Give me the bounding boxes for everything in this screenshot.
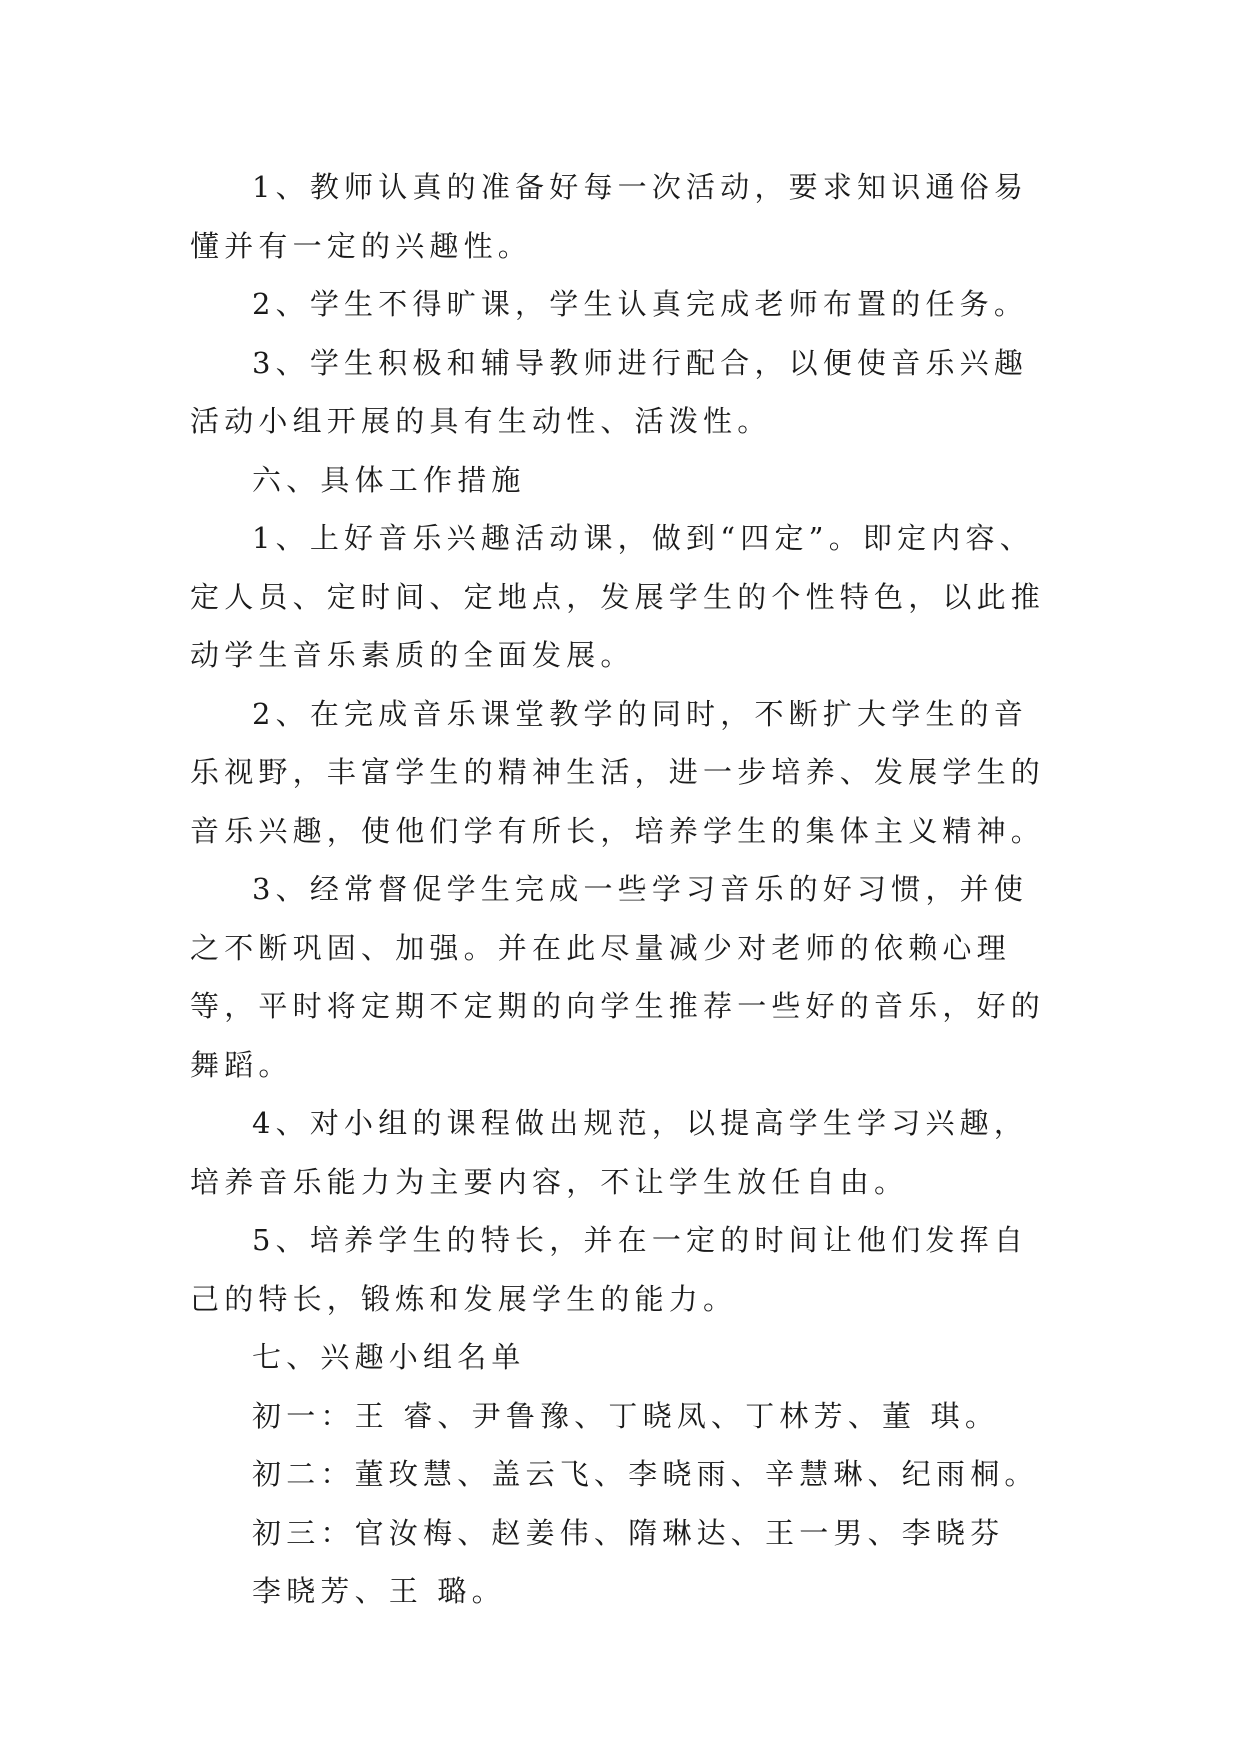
paragraph-measure-3: 3、经常督促学生完成一些学习音乐的好习惯，并使之不断巩固、加强。并在此尽量减少对老师的依赖心理等，平时将定期不定期的向学生推荐一些好的音乐，好的舞蹈。 xyxy=(190,872,1046,1082)
document-body xyxy=(190,158,1055,1621)
paragraph-teacher-preparation: 1、教师认真的准备好每一次活动，要求知识通俗易懂并有一定的兴趣性。 xyxy=(190,170,1029,263)
roster-grade-3: 初三：官汝梅、赵姜伟、隋琳达、王一男、李晓芬 xyxy=(252,1515,1005,1550)
roster-grade-3-continued: 李晓芳、王 璐。 xyxy=(252,1574,506,1608)
section-heading-roster: 七、兴趣小组名单 xyxy=(252,1340,526,1374)
paragraph-measure-4: 4、对小组的课程做出规范，以提高学生学习兴趣，培养音乐能力为主要内容，不让学生放任自由。 xyxy=(190,1106,1029,1199)
paragraph-measure-1: 1、上好音乐兴趣活动课，做到“四定”。即定内容、定人员、定时间、定地点，发展学生的个性特色，以此推动学生音乐素质的全面发展。 xyxy=(190,521,1046,672)
section-heading-measures: 六、具体工作措施 xyxy=(252,462,526,497)
roster-grade-1: 初一：王 睿、尹鲁豫、丁晓凤、丁林芳、董 琪。 xyxy=(252,1398,1000,1433)
paragraph-student-attendance: 2、学生不得旷课，学生认真完成老师布置的任务。 xyxy=(252,287,1029,321)
paragraph-measure-5: 5、培养学生的特长，并在一定的时间让他们发挥自己的特长，锻炼和发展学生的能力。 xyxy=(190,1223,1029,1316)
roster-grade-2: 初二：董玫慧、盖云飞、李晓雨、辛慧琳、纪雨桐。 xyxy=(252,1457,1039,1491)
paragraph-measure-2: 2、在完成音乐课堂教学的同时，不断扩大学生的音乐视野，丰富学生的精神生活，进一步培养、发展学生的音乐兴趣，使他们学有所长，培养学生的集体主义精神。 xyxy=(190,696,1046,848)
paragraph-student-cooperation: 3、学生积极和辅导教师进行配合，以便使音乐兴趣活动小组开展的具有生动性、活泼性。 xyxy=(190,345,1029,438)
